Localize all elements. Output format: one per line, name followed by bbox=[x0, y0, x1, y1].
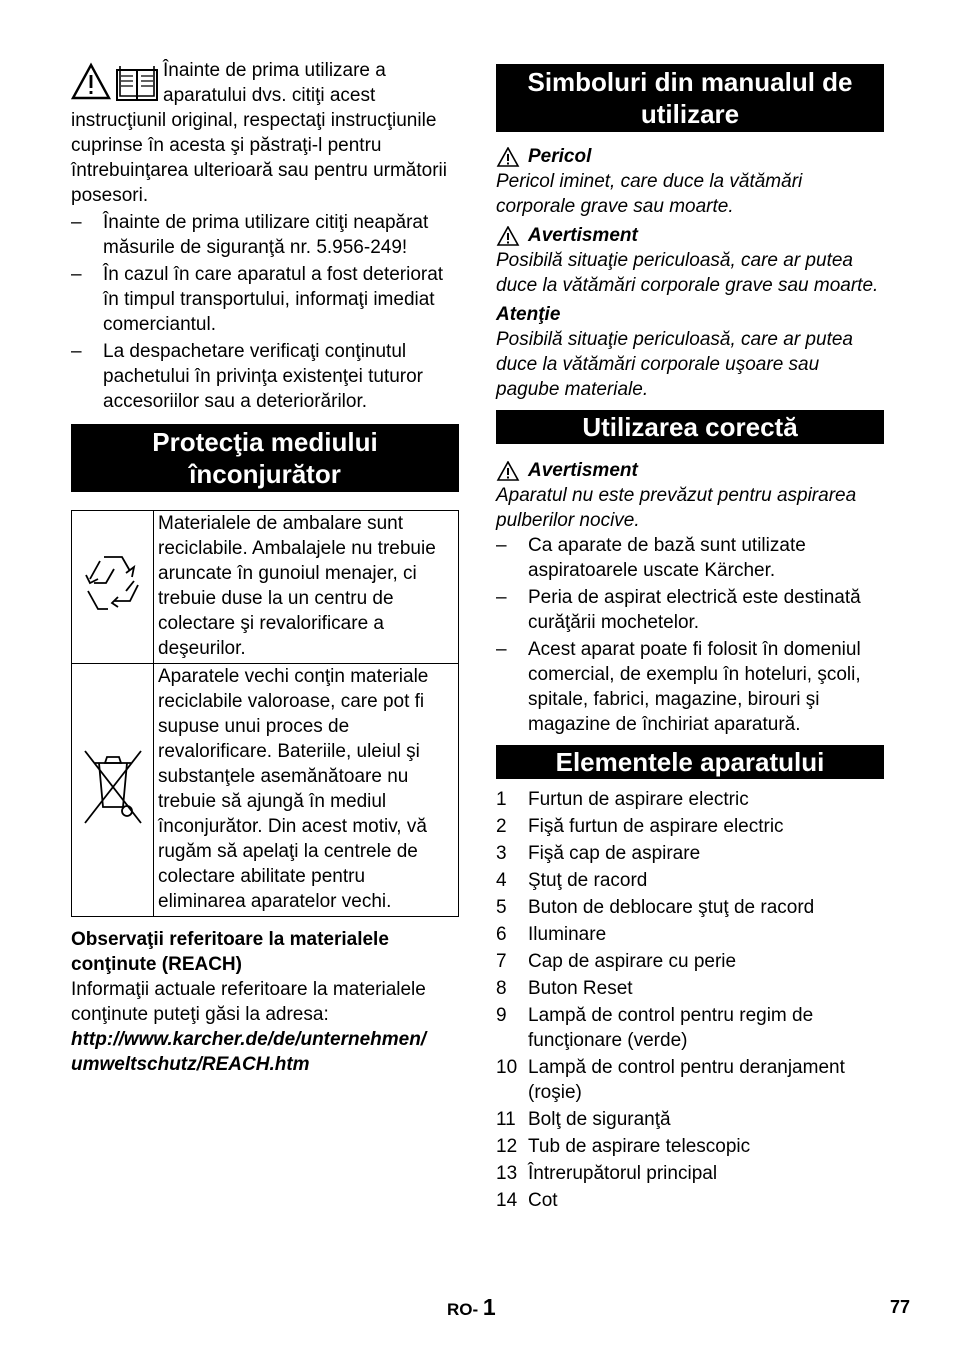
env-text-2: Aparatele vechi conţin materiale reciclabile valoroase, care pot fi supuse unui proces de revalorificare. Bateriile, uleiul şi substanţele asemănătoare nu trebuie să ajungă în mediul înconjurător. Din acest motiv, vă rugăm să apelaţi la centrele de colectare abilitate pentru eliminarea aparatelor vechi. bbox=[154, 664, 459, 917]
elements-heading: Elementele aparatului bbox=[496, 745, 884, 779]
warning-manual-icon bbox=[71, 62, 161, 102]
table-row bbox=[72, 664, 459, 917]
list-item: 13 Întrerupătorul principal bbox=[496, 1163, 718, 1184]
env-table bbox=[71, 510, 459, 917]
list-item: 5 Buton de deblocare ştuţ de racord bbox=[496, 897, 815, 918]
intro-icons bbox=[71, 62, 163, 106]
list-item: 11 Bolţ de siguranţă bbox=[496, 1109, 671, 1130]
list-item: 12 Tub de aspirare telescopic bbox=[496, 1136, 751, 1157]
reach-link[interactable]: http://www.karcher.de/de/unternehmen/ umweltschutz/REACH.htm bbox=[71, 1029, 427, 1075]
list-item: 6 Iluminare bbox=[496, 924, 607, 945]
footer-language: RO- 1 bbox=[447, 1294, 496, 1320]
list-item: 7 Cap de aspirare cu perie bbox=[496, 951, 737, 972]
pericol-heading: Pericol bbox=[496, 144, 884, 169]
atentie-heading: Atenţie bbox=[496, 304, 561, 325]
atentie-text: Posibilă situaţie periculoasă, care ar putea duce la vătămări corporale uşoare sau pagube materiale. bbox=[496, 329, 853, 400]
right-column bbox=[496, 64, 884, 1215]
list-item: 2 Fişă furtun de aspirare electric bbox=[496, 816, 784, 837]
list-item: 10 Lampă de control pentru deranjament (roşie) bbox=[496, 1057, 845, 1103]
reach-heading: Observaţii referitoare la materialele conţinute (REACH) bbox=[71, 929, 389, 975]
list-item: – În cazul în care aparatul a fost deteriorat în timpul transportului, informaţi imediat comerciantul. bbox=[71, 264, 444, 335]
crossed-bin-icon bbox=[77, 747, 149, 827]
list-item: 1 Furtun de aspirare electric bbox=[496, 789, 749, 810]
usage-heading: Utilizarea corectă bbox=[496, 410, 884, 444]
pericol-text: Pericol iminet, care duce la vătămări corporale grave sau moarte. bbox=[496, 171, 803, 217]
reach-text: Informaţii actuale referitoare la materialele conţinute puteţi găsi la adresa: bbox=[71, 979, 426, 1025]
bin-cell bbox=[72, 664, 154, 917]
page-number: 77 bbox=[890, 1297, 911, 1317]
usage-list bbox=[496, 533, 884, 737]
recycle-cell bbox=[72, 511, 154, 664]
intro-block bbox=[71, 58, 459, 208]
usage-warning-text: Aparatul nu este prevăzut pentru aspirarea pulberilor nocive. bbox=[496, 485, 857, 531]
recycle-icon bbox=[76, 547, 150, 621]
list-item: – Înainte de prima utilizare citiţi neapărat măsurile de siguranţă nr. 5.956-249! bbox=[71, 212, 429, 258]
env-heading: Protecţia mediului înconjurător bbox=[71, 424, 459, 492]
warning-icon bbox=[496, 147, 520, 167]
avertisment-heading: Avertisment bbox=[496, 223, 884, 248]
avertisment-text: Posibilă situaţie periculoasă, care ar putea duce la vătămări corporale grave sau moarte. bbox=[496, 250, 879, 296]
symbols-heading: Simboluri din manualul de utilizare bbox=[496, 64, 884, 132]
usage-warning-heading: Avertisment bbox=[496, 458, 884, 483]
elements-list bbox=[496, 787, 884, 1213]
warning-icon bbox=[496, 461, 520, 481]
list-item: – Peria de aspirat electrică este destinată curăţării mochetelor. bbox=[496, 587, 861, 633]
list-item: 4 Ştuţ de racord bbox=[496, 870, 648, 891]
list-item: – Acest aparat poate fi folosit în domeniul comercial, de exemplu în hoteluri, şcoli, spitale, fabrici, magazine, birouri şi magazine de închiriat aparatură. bbox=[496, 639, 861, 735]
env-text-1: Materialele de ambalare sunt reciclabile. Ambalajele nu trebuie aruncate în gunoiul menajer, ci trebuie duse la un centru de colectare şi revalorificare a deşeurilor. bbox=[154, 511, 459, 664]
left-column bbox=[71, 58, 459, 1077]
warning-icon bbox=[496, 226, 520, 246]
list-item: 8 Buton Reset bbox=[496, 978, 633, 999]
list-item: – Ca aparate de bază sunt utilizate aspiratoarele uscate Kärcher. bbox=[496, 535, 806, 581]
list-item: – La despachetare verificaţi conţinutul pachetului în privinţa existenţei tuturor accesoriilor sau a deteriorărilor. bbox=[71, 341, 424, 412]
list-item: 9 Lampă de control pentru regim de funcţionare (verde) bbox=[496, 1005, 814, 1051]
intro-text: Înainte de prima utilizare a aparatului dvs. citiţi acest instrucţiunil original, respectaţi instrucţiunile cuprinse în acesta şi păstraţi-l pentru întrebuinţarea ulterioară sau pentru următorii posesori. bbox=[71, 60, 447, 206]
intro-list bbox=[71, 210, 459, 414]
list-item: 3 Fişă cap de aspirare bbox=[496, 843, 701, 864]
list-item: 14 Cot bbox=[496, 1190, 558, 1211]
table-row bbox=[72, 511, 459, 664]
